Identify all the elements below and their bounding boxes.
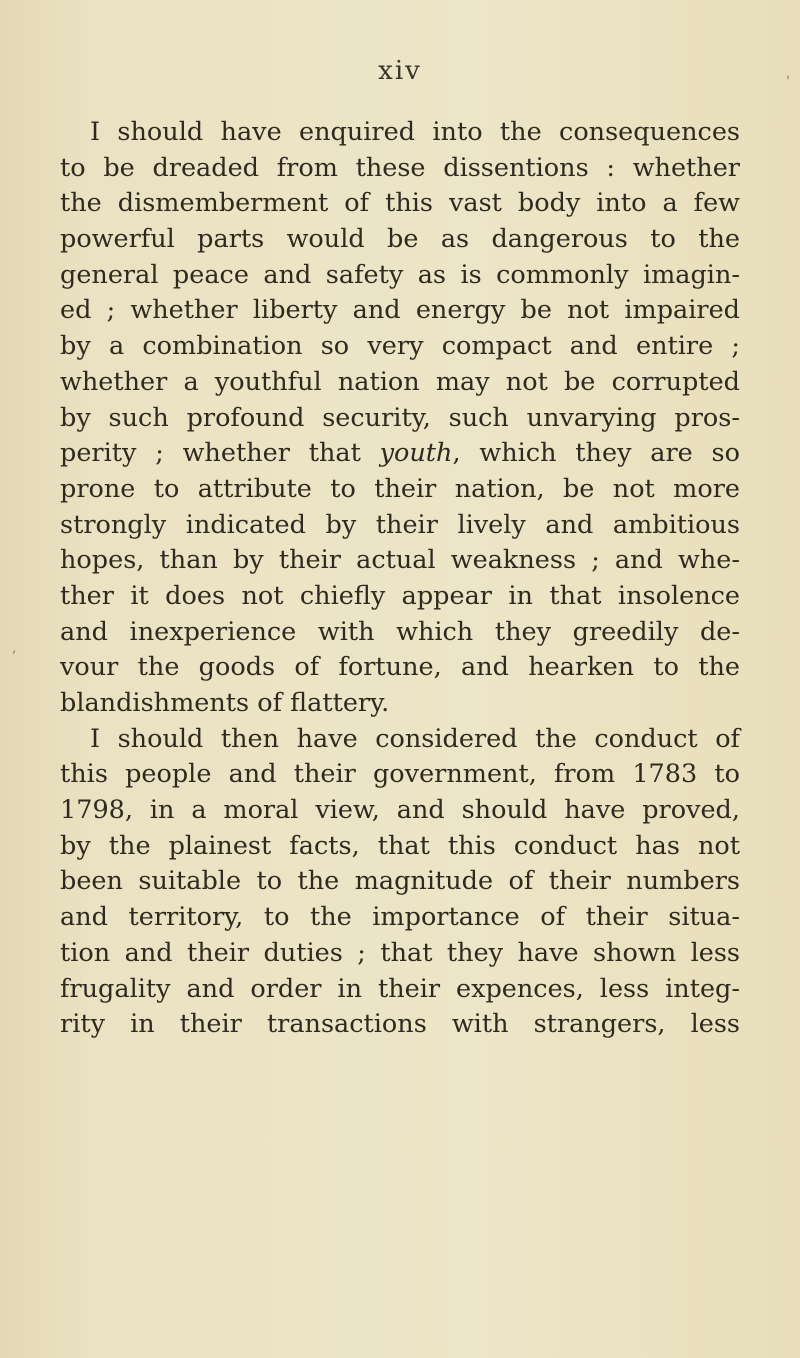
text-line: hopes, than by their actual weakness ; and whe- <box>60 545 740 576</box>
text-line: whether a youthful nation may not be corrupted <box>60 366 740 397</box>
text-line: I should have enquired into the consequences <box>90 117 740 147</box>
text-line: ed ; whether liberty and energy be not impaired <box>60 295 740 326</box>
text-line: been suitable to the magnitude of their numbers <box>60 866 740 897</box>
text-line: by a combination so very compact and entire ; <box>60 331 740 362</box>
text-line: frugality and order in their expences, less integ- <box>60 973 740 1004</box>
text-line: I should then have considered the conduct of <box>90 723 740 754</box>
page-number: xiv <box>378 56 422 86</box>
text-line: blandishments of flattery. <box>60 688 390 718</box>
text-line: this people and their government, from 1783 to <box>60 759 740 790</box>
margin-mark: , <box>12 640 17 656</box>
text-line: by the plainest facts, that this conduct has not <box>60 830 740 861</box>
body-text <box>60 115 740 1043</box>
margin-mark: ' <box>786 74 790 90</box>
text-line: general peace and safety as is commonly imagin- <box>60 259 740 290</box>
text-line: and territory, to the importance of their situa- <box>60 902 740 933</box>
text-line: 1798, in a moral view, and should have proved, <box>60 795 740 826</box>
text-line: and inexperience with which they greedily de- <box>60 616 740 647</box>
text-line: ther it does not chiefly appear in that insolence <box>60 580 740 611</box>
text-line: by such profound security, such unvarying pros- <box>60 402 740 433</box>
text-line: tion and their duties ; that they have shown less <box>60 937 740 968</box>
text-line: prone to attribute to their nation, be not more <box>60 473 740 504</box>
text-line: perity ; whether that youth, which they are so <box>60 438 740 469</box>
text-line: the dismemberment of this vast body into a few <box>60 188 740 219</box>
text-line: vour the goods of fortune, and hearken to the <box>60 652 740 683</box>
text-line: rity in their transactions with strangers, less <box>60 1009 740 1040</box>
text-line: strongly indicated by their lively and ambitious <box>60 509 740 540</box>
text-line: to be dreaded from these dissentions : whether <box>60 152 740 183</box>
text-line: powerful parts would be as dangerous to the <box>60 224 740 255</box>
